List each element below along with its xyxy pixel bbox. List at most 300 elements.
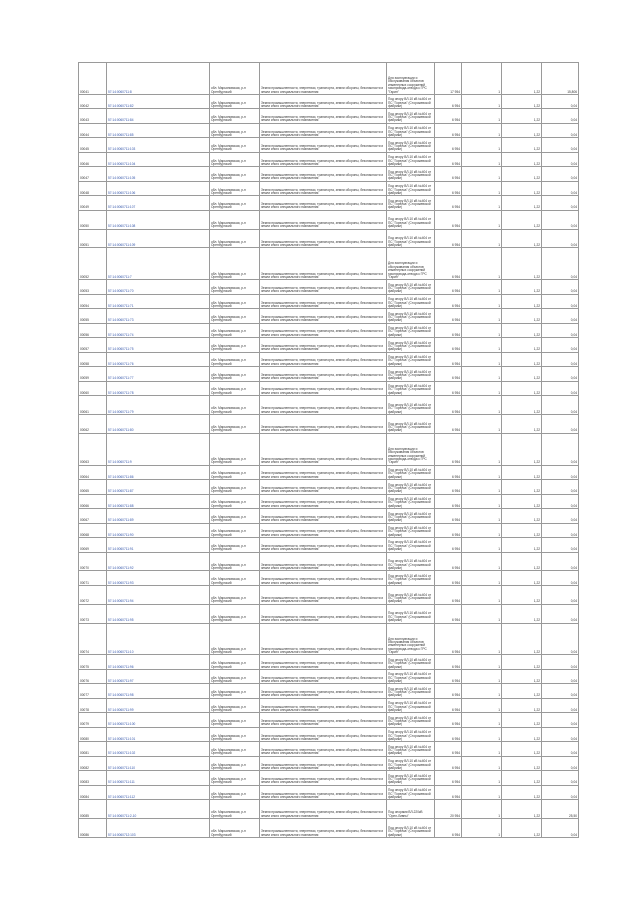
row-number-cell: 00066 <box>79 494 107 508</box>
total-value-cell: 0,04 <box>542 494 579 508</box>
rate-value-cell: 1,22 <box>502 196 542 210</box>
address-cell: обл. Марьяновская, р-н Оренбургский <box>210 623 260 655</box>
table-row <box>79 414 579 433</box>
permitted-use-cell: Под опору ВЛ-10 кВ №404 от ПС "Горелка" (Сторожевской фабрики) <box>387 480 435 494</box>
row-number-cell: 00081 <box>79 742 107 756</box>
permitted-use-cell: Под опору ВЛ-10 кВ №404 от ПС "Горелка" (Сторожевской фабрики) <box>387 414 435 433</box>
cadastral-number-cell: 57:14:0060711:88 <box>107 494 210 508</box>
land-category-cell: Земли промышленности, энергетики, транспорта, земли обороны, безопасности и земли иного специального назначения <box>260 727 387 741</box>
land-category-cell: Земли промышленности, энергетики, транспорта, земли обороны, безопасности и земли иного специального назначения <box>260 123 387 137</box>
table-row <box>79 309 579 323</box>
area-value-cell: 6 954 <box>435 571 462 585</box>
row-number-cell: 00048 <box>79 181 107 195</box>
share-value-cell: 1 <box>462 167 502 181</box>
address-cell: обл. Марьяновская, р-н Оренбургский <box>210 538 260 552</box>
total-value-cell: 0,04 <box>542 669 579 683</box>
land-category-cell: Земли промышленности, энергетики, транспорта, земли обороны, безопасности и земли иного специального назначения <box>260 167 387 181</box>
total-value-cell: 0,04 <box>542 338 579 352</box>
table-row <box>79 585 579 604</box>
rate-value-cell: 1,22 <box>502 509 542 523</box>
row-number-cell: 00085 <box>79 800 107 819</box>
cadastral-number-cell: 57:14:0060711:94 <box>107 585 210 604</box>
area-value-cell: 6 954 <box>435 309 462 323</box>
row-number-cell: 00042 <box>79 94 107 108</box>
area-value-cell: 6 954 <box>435 684 462 698</box>
row-number-cell: 00079 <box>79 713 107 727</box>
area-value-cell: 6 954 <box>435 352 462 366</box>
address-cell: обл. Марьяновская, р-н Оренбургский <box>210 800 260 819</box>
cadastral-number-cell: 57:14:0060711:75 <box>107 338 210 352</box>
area-value-cell: 6 954 <box>435 167 462 181</box>
share-value-cell: 1 <box>462 367 502 381</box>
share-value-cell: 1 <box>462 338 502 352</box>
cadastral-number-cell: 57:14:0060711:78 <box>107 381 210 395</box>
land-category-cell: Земли промышленности, энергетики, транспорта, земли обороны, безопасности и земли иного специального назначения <box>260 523 387 537</box>
row-number-cell: 00052 <box>79 248 107 280</box>
permitted-use-cell: Под опору ВЛ-10 кВ №404 от ПС "Горелка" (Сторожевской фабрики) <box>387 465 435 479</box>
row-number-cell: 00057 <box>79 338 107 352</box>
rate-value-cell: 1,22 <box>502 480 542 494</box>
table-row <box>79 669 579 683</box>
table-row <box>79 167 579 181</box>
total-value-cell: 0,04 <box>542 396 579 415</box>
rate-value-cell: 1,22 <box>502 323 542 337</box>
share-value-cell: 1 <box>462 381 502 395</box>
rate-value-cell: 1,22 <box>502 742 542 756</box>
permitted-use-cell: Под опору ВЛ-10 кВ №404 от ПС "Горелка" (Сторожевской фабрики) <box>387 742 435 756</box>
cadastral-number-cell: 57:14:0060711:101 <box>107 727 210 741</box>
address-cell: обл. Марьяновская, р-н Оренбургский <box>210 109 260 123</box>
share-value-cell: 1 <box>462 123 502 137</box>
row-number-cell: 00064 <box>79 465 107 479</box>
share-value-cell: 1 <box>462 771 502 785</box>
rate-value-cell: 1,22 <box>502 367 542 381</box>
rate-value-cell: 1,22 <box>502 800 542 819</box>
total-value-cell: 0,04 <box>542 771 579 785</box>
row-number-cell: 00063 <box>79 433 107 465</box>
address-cell: обл. Марьяновская, р-н Оренбургский <box>210 294 260 308</box>
share-value-cell: 1 <box>462 480 502 494</box>
table-row <box>79 138 579 152</box>
row-number-cell: 00055 <box>79 309 107 323</box>
area-value-cell: 6 954 <box>435 338 462 352</box>
land-register-sheet <box>78 62 578 837</box>
rate-value-cell: 1,22 <box>502 63 542 95</box>
total-value-cell: 0,04 <box>542 742 579 756</box>
address-cell: обл. Марьяновская, р-н Оренбургский <box>210 210 260 229</box>
share-value-cell: 1 <box>462 713 502 727</box>
permitted-use-cell: Под опору ВЛ-10 кВ №404 от ПС "Горелка" (Сторожевской фабрики) <box>387 396 435 415</box>
cadastral-number-cell: 57:14:0060711:106 <box>107 181 210 195</box>
permitted-use-cell: Под опору ВЛ-10 кВ №404 от ПС "Горелка" (Сторожевской фабрики) <box>387 819 435 838</box>
cadastral-number-cell: 57:14:0060711:107 <box>107 196 210 210</box>
address-cell: обл. Марьяновская, р-н Оренбургский <box>210 669 260 683</box>
table-row <box>79 655 579 669</box>
permitted-use-cell: Под опору ВЛ-10 кВ №404 от ПС "Горелка" (Сторожевской фабрики) <box>387 196 435 210</box>
row-number-cell: 00068 <box>79 523 107 537</box>
share-value-cell: 1 <box>462 742 502 756</box>
share-value-cell: 1 <box>462 152 502 166</box>
total-value-cell: 0,04 <box>542 819 579 838</box>
row-number-cell: 00078 <box>79 698 107 712</box>
total-value-cell: 0,04 <box>542 414 579 433</box>
area-value-cell: 20 954 <box>435 800 462 819</box>
table-row <box>79 396 579 415</box>
cadastral-number-cell: 57:14:0060711:86 <box>107 465 210 479</box>
row-number-cell: 00062 <box>79 414 107 433</box>
share-value-cell: 1 <box>462 623 502 655</box>
area-value-cell: 6 954 <box>435 713 462 727</box>
row-number-cell: 00077 <box>79 684 107 698</box>
total-value-cell: 0,04 <box>542 571 579 585</box>
rate-value-cell: 1,22 <box>502 109 542 123</box>
total-value-cell: 0,04 <box>542 294 579 308</box>
table-row <box>79 381 579 395</box>
permitted-use-cell: Для эксплуатации и обслуживания объектов инженерных сооружений газопровода-отвода к ГРС "Гарин" <box>387 248 435 280</box>
total-value-cell: 0,04 <box>542 210 579 229</box>
row-number-cell: 00058 <box>79 352 107 366</box>
cadastral-number-cell: 57:14:0060711:112 <box>107 785 210 799</box>
cadastral-number-cell: 57:14:0060711:95 <box>107 604 210 623</box>
address-cell: обл. Марьяновская, р-н Оренбургский <box>210 465 260 479</box>
table-row <box>79 123 579 137</box>
land-category-cell: Земли промышленности, энергетики, транспорта, земли обороны, безопасности и земли иного специального назначения <box>260 509 387 523</box>
rate-value-cell: 1,22 <box>502 94 542 108</box>
address-cell: обл. Марьяновская, р-н Оренбургский <box>210 338 260 352</box>
share-value-cell: 1 <box>462 181 502 195</box>
row-number-cell: 00072 <box>79 585 107 604</box>
cadastral-number-cell: 57:14:0060711:77 <box>107 367 210 381</box>
area-value-cell: 6 954 <box>435 655 462 669</box>
share-value-cell: 1 <box>462 280 502 294</box>
land-category-cell: Земли промышленности, энергетики, транспорта, земли обороны, безопасности и земли иного специального назначения <box>260 655 387 669</box>
permitted-use-cell: Под опору ВЛ-10 кВ №404 от ПС "Горелка" (Сторожевской фабрики) <box>387 655 435 669</box>
cadastral-number-cell: 57:14:0060711:96 <box>107 655 210 669</box>
total-value-cell: 0,04 <box>542 248 579 280</box>
row-number-cell: 00075 <box>79 655 107 669</box>
permitted-use-cell: Под опору ВЛ-10 кВ №404 от ПС "Горелка" (Сторожевской фабрики) <box>387 109 435 123</box>
land-category-cell: Земли промышленности, энергетики, транспорта, земли обороны, безопасности и земли иного специального назначения <box>260 323 387 337</box>
area-value-cell: 6 954 <box>435 138 462 152</box>
table-row <box>79 229 579 248</box>
table-row <box>79 433 579 465</box>
share-value-cell: 1 <box>462 210 502 229</box>
total-value-cell: 15,806 <box>542 63 579 95</box>
address-cell: обл. Марьяновская, р-н Оренбургский <box>210 396 260 415</box>
total-value-cell: 0,04 <box>542 655 579 669</box>
permitted-use-cell: Под опору ВЛ-10 кВ №404 от ПС "Горелка" (Сторожевской фабрики) <box>387 138 435 152</box>
table-row <box>79 152 579 166</box>
permitted-use-cell: Под опору ВЛ-10 кВ №404 от ПС "Горелка" (Сторожевской фабрики) <box>387 123 435 137</box>
table-row <box>79 819 579 838</box>
address-cell: обл. Марьяновская, р-н Оренбургский <box>210 727 260 741</box>
address-cell: обл. Марьяновская, р-н Оренбургский <box>210 819 260 838</box>
total-value-cell: 0,04 <box>542 181 579 195</box>
address-cell: обл. Марьяновская, р-н Оренбургский <box>210 571 260 585</box>
area-value-cell: 6 954 <box>435 181 462 195</box>
total-value-cell: 0,04 <box>542 713 579 727</box>
address-cell: обл. Марьяновская, р-н Оренбургский <box>210 196 260 210</box>
address-cell: обл. Марьяновская, р-н Оренбургский <box>210 480 260 494</box>
land-category-cell: Земли промышленности, энергетики, транспорта, земли обороны, безопасности и земли иного специального назначения <box>260 785 387 799</box>
row-number-cell: 00051 <box>79 229 107 248</box>
address-cell: обл. Марьяновская, р-н Оренбургский <box>210 280 260 294</box>
land-category-cell: Земли промышленности, энергетики, транспорта, земли обороны, безопасности и земли иного специального назначения <box>260 433 387 465</box>
permitted-use-cell: Под опору ВЛ-10 кВ №404 от ПС "Горелка" (Сторожевской фабрики) <box>387 280 435 294</box>
address-cell: обл. Марьяновская, р-н Оренбургский <box>210 771 260 785</box>
address-cell: обл. Марьяновская, р-н Оренбургский <box>210 94 260 108</box>
cadastral-number-cell: 57:14:0060711:97 <box>107 669 210 683</box>
land-category-cell: Земли промышленности, энергетики, транспорта, земли обороны, безопасности и земли иного специального назначения <box>260 280 387 294</box>
row-number-cell: 00065 <box>79 480 107 494</box>
table-row <box>79 494 579 508</box>
table-row <box>79 367 579 381</box>
address-cell: обл. Марьяновская, р-н Оренбургский <box>210 138 260 152</box>
land-category-cell: Земли промышленности, энергетики, транспорта, земли обороны, безопасности и земли иного специального назначения <box>260 338 387 352</box>
table-row <box>79 523 579 537</box>
cadastral-number-cell: 57:14:0060711:92 <box>107 552 210 571</box>
total-value-cell: 0,04 <box>542 352 579 366</box>
total-value-cell: 0,04 <box>542 229 579 248</box>
table-row <box>79 338 579 352</box>
cadastral-number-cell: 57:14:0060711:9 <box>107 433 210 465</box>
total-value-cell: 0,04 <box>542 684 579 698</box>
rate-value-cell: 1,22 <box>502 352 542 366</box>
permitted-use-cell: Под опору ВЛ-10 кВ №404 от ПС "Горелка" (Сторожевской фабрики) <box>387 585 435 604</box>
rate-value-cell: 1,22 <box>502 248 542 280</box>
area-value-cell: 6 954 <box>435 623 462 655</box>
total-value-cell: 0,04 <box>542 756 579 770</box>
total-value-cell: 0,04 <box>542 309 579 323</box>
share-value-cell: 1 <box>462 523 502 537</box>
area-value-cell: 6 954 <box>435 756 462 770</box>
share-value-cell: 1 <box>462 138 502 152</box>
address-cell: обл. Марьяновская, р-н Оренбургский <box>210 123 260 137</box>
address-cell: обл. Марьяновская, р-н Оренбургский <box>210 604 260 623</box>
table-row <box>79 800 579 819</box>
share-value-cell: 1 <box>462 655 502 669</box>
share-value-cell: 1 <box>462 727 502 741</box>
row-number-cell: 00054 <box>79 294 107 308</box>
share-value-cell: 1 <box>462 309 502 323</box>
table-row <box>79 181 579 195</box>
table-row <box>79 465 579 479</box>
area-value-cell: 6 954 <box>435 509 462 523</box>
permitted-use-cell: Под опору ВЛ-10 кВ №404 от ПС "Горелка" (Сторожевской фабрики) <box>387 538 435 552</box>
rate-value-cell: 1,22 <box>502 152 542 166</box>
land-category-cell: Земли промышленности, энергетики, транспорта, земли обороны, безопасности и земли иного специального назначения <box>260 465 387 479</box>
cadastral-number-cell: 57:14:0060711:10 <box>107 623 210 655</box>
address-cell: обл. Марьяновская, р-н Оренбургский <box>210 152 260 166</box>
land-category-cell: Земли промышленности, энергетики, транспорта, земли обороны, безопасности и земли иного специального назначения <box>260 800 387 819</box>
area-value-cell: 6 954 <box>435 414 462 433</box>
cadastral-number-cell: 57:14:0060711:84 <box>107 109 210 123</box>
rate-value-cell: 1,22 <box>502 756 542 770</box>
rate-value-cell: 1,22 <box>502 669 542 683</box>
area-value-cell: 6 954 <box>435 819 462 838</box>
table-body <box>79 63 579 838</box>
cadastral-number-cell: 57:14:0060711:104 <box>107 152 210 166</box>
row-number-cell: 00043 <box>79 109 107 123</box>
total-value-cell: 0,04 <box>542 138 579 152</box>
land-category-cell: Земли промышленности, энергетики, транспорта, земли обороны, безопасности и земли иного специального назначения <box>260 196 387 210</box>
land-category-cell: Земли промышленности, энергетики, транспорта, земли обороны, безопасности и земли иного специального назначения <box>260 94 387 108</box>
table-row <box>79 756 579 770</box>
rate-value-cell: 1,22 <box>502 181 542 195</box>
address-cell: обл. Марьяновская, р-н Оренбургский <box>210 414 260 433</box>
share-value-cell: 1 <box>462 571 502 585</box>
share-value-cell: 1 <box>462 538 502 552</box>
row-number-cell: 00086 <box>79 819 107 838</box>
cadastral-number-cell: 57:14:0060711:87 <box>107 480 210 494</box>
permitted-use-cell: Под опору ВЛ-10 кВ №404 от ПС "Горелка" (Сторожевской фабрики) <box>387 684 435 698</box>
row-number-cell: 00067 <box>79 509 107 523</box>
table-row <box>79 509 579 523</box>
row-number-cell: 00073 <box>79 604 107 623</box>
row-number-cell: 00047 <box>79 167 107 181</box>
land-category-cell: Земли промышленности, энергетики, транспорта, земли обороны, безопасности и земли иного специального назначения <box>260 309 387 323</box>
area-value-cell: 6 954 <box>435 294 462 308</box>
address-cell: обл. Марьяновская, р-н Оренбургский <box>210 433 260 465</box>
rate-value-cell: 1,22 <box>502 309 542 323</box>
area-value-cell: 6 954 <box>435 669 462 683</box>
area-value-cell: 6 954 <box>435 727 462 741</box>
area-value-cell: 6 954 <box>435 552 462 571</box>
rate-value-cell: 1,22 <box>502 381 542 395</box>
share-value-cell: 1 <box>462 414 502 433</box>
total-value-cell: 0,04 <box>542 523 579 537</box>
cadastral-number-cell: 57:14:0060711:73 <box>107 309 210 323</box>
area-value-cell: 6 954 <box>435 742 462 756</box>
permitted-use-cell: Для эксплуатации и обслуживания объектов инженерных сооружений газопровода-отвода к ГРС "Гарин" <box>387 623 435 655</box>
share-value-cell: 1 <box>462 396 502 415</box>
share-value-cell: 1 <box>462 294 502 308</box>
permitted-use-cell: Под опору ВЛ-10 кВ №404 от ПС "Горелка" (Сторожевской фабрики) <box>387 323 435 337</box>
total-value-cell: 0,04 <box>542 167 579 181</box>
share-value-cell: 1 <box>462 465 502 479</box>
land-category-cell: Земли промышленности, энергетики, транспорта, земли обороны, безопасности и земли иного специального назначения <box>260 742 387 756</box>
area-value-cell: 6 954 <box>435 523 462 537</box>
area-value-cell: 6 954 <box>435 785 462 799</box>
area-value-cell: 6 954 <box>435 494 462 508</box>
land-category-cell: Земли промышленности, энергетики, транспорта, земли обороны, безопасности и земли иного специального назначения <box>260 819 387 838</box>
row-number-cell: 00059 <box>79 367 107 381</box>
cadastral-number-cell: 57:14:0060711:2-10 <box>107 800 210 819</box>
table-row <box>79 196 579 210</box>
land-register-table <box>78 62 579 838</box>
total-value-cell: 0,04 <box>542 381 579 395</box>
address-cell: обл. Марьяновская, р-н Оренбургский <box>210 381 260 395</box>
permitted-use-cell: Под опору ВЛ-10 кВ №404 от ПС "Горелка" (Сторожевской фабрики) <box>387 727 435 741</box>
cadastral-number-cell: 57:14:0060711:102 <box>107 742 210 756</box>
area-value-cell: 6 954 <box>435 367 462 381</box>
rate-value-cell: 1,22 <box>502 623 542 655</box>
land-category-cell: Земли промышленности, энергетики, транспорта, земли обороны, безопасности и земли иного специального назначения <box>260 669 387 683</box>
land-category-cell: Земли промышленности, энергетики, транспорта, земли обороны, безопасности и земли иного специального назначения <box>260 396 387 415</box>
rate-value-cell: 1,22 <box>502 123 542 137</box>
area-value-cell: 6 954 <box>435 229 462 248</box>
row-number-cell: 00053 <box>79 280 107 294</box>
cadastral-number-cell: 57:14:0060711:110 <box>107 756 210 770</box>
address-cell: обл. Марьяновская, р-н Оренбургский <box>210 523 260 537</box>
table-row <box>79 727 579 741</box>
rate-value-cell: 1,22 <box>502 210 542 229</box>
share-value-cell: 1 <box>462 552 502 571</box>
share-value-cell: 1 <box>462 248 502 280</box>
permitted-use-cell: Под опору ВЛ-10 кВ №404 от ПС "Горелка" (Сторожевской фабрики) <box>387 771 435 785</box>
row-number-cell: 00049 <box>79 196 107 210</box>
table-row <box>79 604 579 623</box>
cadastral-number-cell: 57:14:0060711:105 <box>107 167 210 181</box>
cadastral-number-cell: 57:14:0060711:7 <box>107 248 210 280</box>
rate-value-cell: 1,22 <box>502 465 542 479</box>
permitted-use-cell: Для эксплуатации и обслуживания объектов инженерных сооружений газопровода-отвода к ГРС "Гарин" <box>387 433 435 465</box>
land-category-cell: Земли промышленности, энергетики, транспорта, земли обороны, безопасности и земли иного специального назначения <box>260 571 387 585</box>
address-cell: обл. Марьяновская, р-н Оренбургский <box>210 785 260 799</box>
rate-value-cell: 1,22 <box>502 280 542 294</box>
cadastral-number-cell: 57:14:0060711:90 <box>107 523 210 537</box>
permitted-use-cell: Под опору ВЛ-10 кВ №404 от ПС "Горелка" (Сторожевской фабрики) <box>387 294 435 308</box>
share-value-cell: 1 <box>462 94 502 108</box>
cadastral-number-cell: 57:14:0060711:71 <box>107 294 210 308</box>
permitted-use-cell: Под опору ВЛ-10 кВ №404 от ПС "Горелка" (Сторожевской фабрики) <box>387 552 435 571</box>
table-row <box>79 698 579 712</box>
share-value-cell: 1 <box>462 604 502 623</box>
cadastral-number-cell: 57:14:0060711:8 <box>107 63 210 95</box>
table-row <box>79 280 579 294</box>
row-number-cell: 00069 <box>79 538 107 552</box>
area-value-cell: 6 954 <box>435 109 462 123</box>
address-cell: обл. Марьяновская, р-н Оренбургский <box>210 494 260 508</box>
land-category-cell: Земли промышленности, энергетики, транспорта, земли обороны, безопасности и земли иного специального назначения <box>260 480 387 494</box>
table-row <box>79 63 579 95</box>
permitted-use-cell: Под опору ВЛ-10 кВ №404 от ПС "Горелка" (Сторожевской фабрики) <box>387 210 435 229</box>
area-value-cell: 6 954 <box>435 604 462 623</box>
cadastral-number-cell: 57:14:0060711:74 <box>107 323 210 337</box>
land-category-cell: Земли промышленности, энергетики, транспорта, земли обороны, безопасности и земли иного специального назначения <box>260 294 387 308</box>
cadastral-number-cell: 57:14:0060711:100 <box>107 713 210 727</box>
share-value-cell: 1 <box>462 433 502 465</box>
land-category-cell: Земли промышленности, энергетики, транспорта, земли обороны, безопасности и земли иного специального назначения <box>260 152 387 166</box>
rate-value-cell: 1,22 <box>502 771 542 785</box>
cadastral-number-cell: 57:14:0060711:91 <box>107 538 210 552</box>
total-value-cell: 0,04 <box>542 465 579 479</box>
share-value-cell: 1 <box>462 684 502 698</box>
share-value-cell: 1 <box>462 63 502 95</box>
permitted-use-cell: Под опору ВЛ-10 кВ №404 от ПС "Горелка" (Сторожевской фабрики) <box>387 352 435 366</box>
share-value-cell: 1 <box>462 196 502 210</box>
table-row <box>79 713 579 727</box>
table-row <box>79 352 579 366</box>
permitted-use-cell: Под опору ВЛ-10 кВ №404 от ПС "Горелка" (Сторожевской фабрики) <box>387 713 435 727</box>
address-cell: обл. Марьяновская, р-н Оренбургский <box>210 684 260 698</box>
cadastral-number-cell: 57:14:0060711:80 <box>107 414 210 433</box>
area-value-cell: 6 954 <box>435 381 462 395</box>
permitted-use-cell: Под опору ВЛ-10 кВ №404 от ПС "Горелка" (Сторожевской фабрики) <box>387 229 435 248</box>
rate-value-cell: 1,22 <box>502 698 542 712</box>
cadastral-number-cell: 57:14:0060712:103 <box>107 819 210 838</box>
rate-value-cell: 1,22 <box>502 604 542 623</box>
row-number-cell: 00084 <box>79 785 107 799</box>
cadastral-number-cell: 57:14:0060711:85 <box>107 123 210 137</box>
table-row <box>79 294 579 308</box>
permitted-use-cell: Под опору ВЛ-10 кВ №404 от ПС "Горелка" (Сторожевской фабрики) <box>387 94 435 108</box>
land-category-cell: Земли промышленности, энергетики, транспорта, земли обороны, безопасности и земли иного специального назначения <box>260 756 387 770</box>
address-cell: обл. Марьяновская, р-н Оренбургский <box>210 248 260 280</box>
total-value-cell: 0,04 <box>542 280 579 294</box>
cadastral-number-cell: 57:14:0060711:99 <box>107 698 210 712</box>
rate-value-cell: 1,22 <box>502 433 542 465</box>
